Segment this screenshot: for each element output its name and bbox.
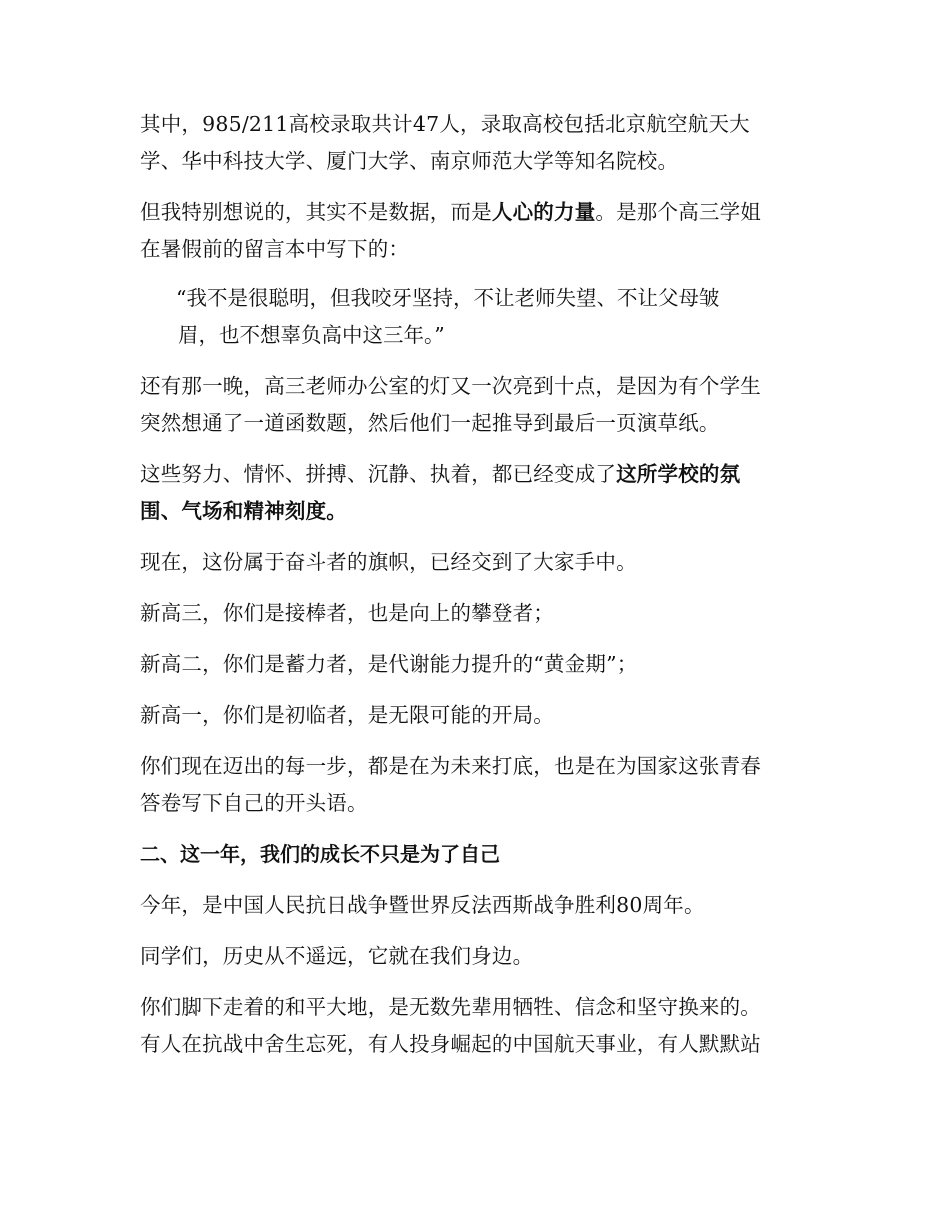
text-line: 还有那一晚，高三老师办公室的灯又一次亮到十点，是因为有个学生 [140, 374, 761, 398]
text-line: 答卷写下自己的开头语。 [140, 791, 368, 815]
paragraph-heart-power [140, 194, 800, 268]
bold-phrase: 围、气场和精神刻度。 [140, 499, 347, 523]
text-line: 在暑假前的留言本中写下的： [140, 237, 410, 261]
text-line [140, 493, 800, 530]
section-heading: 二、这一年，我们的成长不只是为了自己 [140, 842, 500, 866]
paragraph-admission [140, 106, 800, 180]
paragraph-history: 同学们，历史从不遥远，它就在我们身边。 [140, 944, 534, 968]
text-line [140, 194, 800, 231]
paragraph-every-step [140, 748, 800, 822]
bold-phrase: 这所学校的氛 [616, 462, 741, 486]
bold-phrase: 人心的力量 [491, 200, 596, 224]
text-segment: 这些努力、情怀、拼搏、沉静、执着，都已经变成了 [140, 462, 617, 486]
text-segment: 但我特别想说的，其实不是数据，而是 [140, 200, 492, 224]
paragraph-school-spirit [140, 456, 800, 530]
paragraph-peace [140, 989, 800, 1063]
paragraph-senior-two: 新高二，你们是蓄力者，是代谢能力提升的“黄金期”； [140, 652, 638, 676]
quote-line: 眉，也不想辜负高中这三年。” [178, 323, 445, 347]
blockquote [176, 280, 800, 354]
text-line: 突然想通了一道函数题，然后他们一起推导到最后一页演草纸。 [140, 411, 720, 435]
text-line: 其中，985/211高校录取共计47人，录取高校包括北京航空航天大 [140, 112, 750, 136]
paragraph-senior-one: 新高一，你们是初临者，是无限可能的开局。 [140, 703, 554, 727]
paragraph-banner: 现在，这份属于奋斗者的旗帜，已经交到了大家手中。 [140, 550, 637, 574]
text-line: 你们脚下走着的和平大地，是无数先辈用牺牲、信念和坚守换来的。 [140, 995, 761, 1019]
text-line: 学、华中科技大学、厦门大学、南京师范大学等知名院校。 [140, 149, 679, 173]
paragraph-office-light [140, 368, 800, 442]
text-line [140, 456, 800, 493]
text-segment: 。是那个高三学姐 [595, 200, 762, 224]
paragraph-senior-three: 新高三，你们是接棒者，也是向上的攀登者； [140, 601, 554, 625]
paragraph-anniversary: 今年，是中国人民抗日战争暨世界反法西斯战争胜利80周年。 [140, 893, 705, 917]
text-line: 有人在抗战中舍生忘死，有人投身崛起的中国航天事业，有人默默站 [140, 1032, 761, 1056]
text-line: 你们现在迈出的每一步，都是在为未来打底，也是在为国家这张青春 [140, 754, 761, 778]
quote-line: “我不是很聪明，但我咬牙坚持，不让老师失望、不让父母皱 [176, 286, 720, 310]
